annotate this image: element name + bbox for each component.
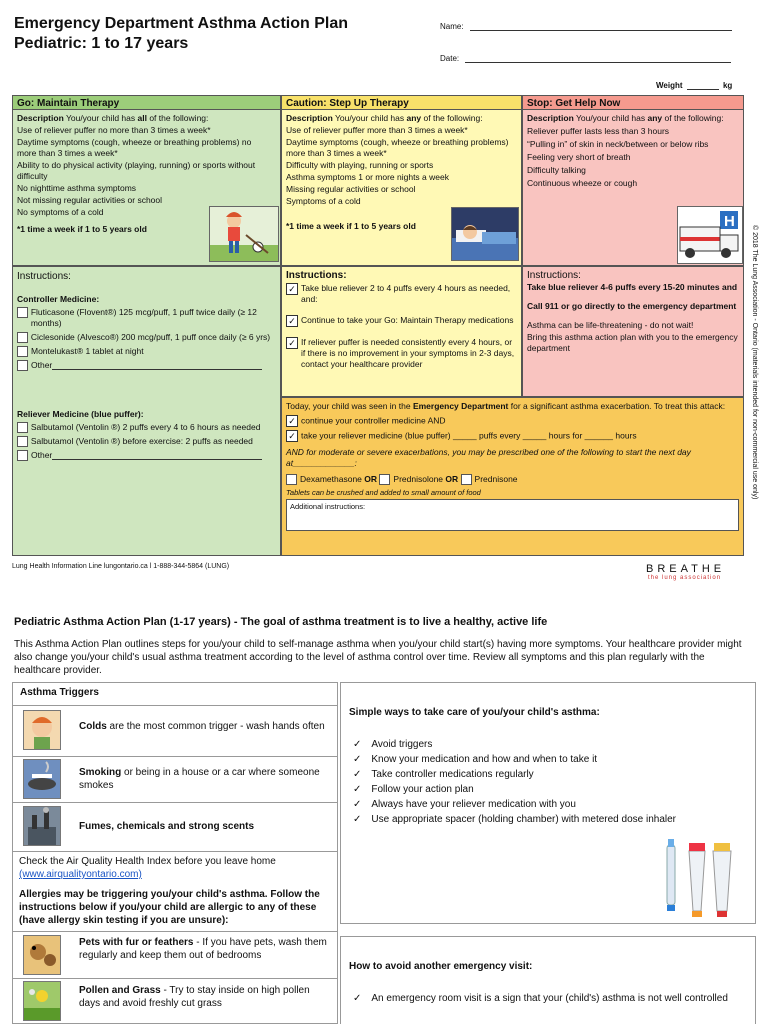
reliever-option[interactable]: Salbutamol (Ventolin ®) 2 puffs every 4 to 6 hours as needed [17,422,276,433]
checkbox[interactable] [379,474,390,485]
caution-heading: Caution: Step Up Therapy [282,96,521,110]
side-copyright: © 2018 The Lung Association - Ontario (materials intended for non-commercial use only) [751,225,758,500]
avoid-emergency-box [340,936,756,1024]
stop-instructions-heading: Instructions: [527,270,581,281]
ed-check-reliever[interactable]: ✓ take your reliever medicine (blue puffer) _____ puffs every _____ hours for ______ hours [286,430,739,442]
caution-item: Use of reliever puffer more than 3 times a week* [286,125,468,135]
page2-title: Pediatric Asthma Action Plan (1-17 years) - The goal of asthma treatment is to live a healthy, active life [14,616,548,628]
go-instructions-panel [12,266,281,556]
allergen-row: Pets with fur or feathers - If you have pets, wash them regularly and keep them out of bedrooms [13,931,337,979]
stop-item: Reliever puffer lasts less than 3 hours [527,126,670,136]
checkbox[interactable] [17,422,28,433]
trigger-row: Colds are the most common trigger - wash hands often [13,705,337,757]
go-item: Use of reliever puffer no more than 3 times a week* [17,125,211,135]
trigger-row: Smoking or being in a house or a car where someone smokes [13,756,337,803]
caution-step[interactable]: ✓ Take blue reliever 2 to 4 puffs every 4 hours as needed, and: [286,283,517,305]
ed-intro: Today, your child was seen in the Emergency Department for a significant asthma exacerbation. To treat this attack: [286,401,726,411]
sick-child-bed-illustration [451,207,519,261]
ambulance-illustration [677,206,743,264]
tablets-note: Tablets can be crushed and added to small amount of food [286,488,481,498]
simple-ways-box [340,682,756,924]
child-playing-illustration [209,206,279,262]
go-instructions-heading: Instructions: [17,271,71,282]
simple-ways-title: Simple ways to take care of you/your child's asthma: [349,707,600,718]
pollen-grass-icon [23,981,61,1021]
caution-footnote: *1 time a week if 1 to 5 years old [286,221,416,231]
caution-item: Symptoms of a cold [286,196,361,206]
list-item: ✓ Follow your action plan [353,782,676,797]
checkbox[interactable] [17,332,28,343]
stop-item: Feeling very short of breath [527,152,631,162]
pet-icon [23,935,61,975]
checkmark-icon[interactable]: ✓ [286,283,298,295]
checkbox[interactable] [17,360,28,371]
caution-item: Missing regular activities or school [286,184,416,194]
allergy-note: Allergies may be triggering you/your child's asthma. Follow the instructions below if you/your child are allergic to any of these (have allergy skin testing if you are unsure): [19,889,320,926]
steroid-options: Dexamethasone OR Prednisolone OR Prednisone [286,474,739,485]
stop-heading: Stop: Get Help Now [523,96,743,110]
checkmark-icon[interactable]: ✓ [286,315,298,327]
smoking-icon [23,759,61,799]
stop-item: “Pulling in” of skin in neck/between or below ribs [527,139,709,149]
caution-instructions-panel [281,266,522,397]
go-footnote: *1 time a week if 1 to 5 years old [17,224,147,234]
checkbox[interactable] [286,474,297,485]
date-field[interactable]: Date: [440,54,731,63]
caution-panel: Caution: Step Up Therapy Description You/your child has any of the following: Use of reliever puffer more than 3 times a week* Daytime symptoms (cough, wheeze or breathing problems) more than 3 times a week* Difficulty with playing, running or sports Asthma symptoms 1 or more nights a week Missing regular activities or school Symptoms of a cold *1 time a week if 1 to 5 years old [281,95,522,266]
stop-instructions-panel: Instructions: Take blue reliever 4-6 puffs every 15-20 minutes and Call 911 or go directly to the emergency department Asthma can be life-threatening - do not wait! Bring this asthma action plan with you to the emergency department [522,266,744,397]
go-item: Not missing regular activities or school [17,195,163,205]
reliever-option[interactable]: Salbutamol (Ventolin ®) before exercise: 2 puffs as needed [17,436,276,447]
name-field[interactable]: Name: [440,22,732,31]
list-item: ✓ Always have your reliever medication with you [353,797,676,812]
checkmark-icon[interactable]: ✓ [286,337,298,349]
triggers-title: Asthma Triggers [20,687,99,698]
simple-ways-list [353,737,676,827]
avoid-emergency-title: How to avoid another emergency visit: [349,961,533,972]
controller-option[interactable]: Ciclesonide (Alvesco®) 200 mcg/puff, 1 puff once daily (≥ 6 yrs) [17,332,276,343]
caution-item: Asthma symptoms 1 or more nights a week [286,172,449,182]
brand-tagline: the lung association [648,575,722,581]
caution-instructions-heading: Instructions: [286,270,347,281]
reliever-option[interactable]: Other [17,450,276,461]
page-title: Emergency Department Asthma Action Plan Pediatric: 1 to 17 years [14,15,349,52]
avoid-emergency-list [353,991,745,1006]
checkbox[interactable] [17,346,28,357]
info-line: Lung Health Information Line lungontario.ca l 1-888-344-5864 (LUNG) [12,563,230,570]
inhaler-spacer-illustration [659,833,739,919]
aqhi-note: Check the Air Quality Health Index before you leave home (www.airqualityontario.com) [19,856,276,880]
triggers-box [12,682,338,1024]
allergen-row: Pollen and Grass - Try to stay inside on high pollen days and avoid freshly cut grass [13,978,337,1024]
controller-option[interactable]: Montelukast® 1 tablet at night [17,346,276,357]
stop-item: Difficulty talking [527,165,586,175]
go-item: No nighttime asthma symptoms [17,183,137,193]
reliever-label: Reliever Medicine (blue puffer): [17,409,144,419]
list-item: ✓ Use appropriate spacer (holding chamber) with metered dose inhaler [353,812,676,827]
list-item: ✓ Know your medication and how and when to take it [353,752,676,767]
additional-instructions-field[interactable]: Additional instructions: [286,499,739,531]
page2-intro: This Asthma Action Plan outlines steps for you/your child to self-manage asthma when you/your child start(s) having more symptoms. Your healthcare provider might also change you/your child's usual asthma treatment according to the level of asthma control over time. Review all symptoms and this plan regularly with the healthcare provider. [14,639,742,676]
controller-option[interactable]: Other [17,360,276,371]
go-item: Daytime symptoms (cough, wheeze or breathing problems) no more than 3 times a week* [17,137,252,158]
caution-item: Daytime symptoms (cough, wheeze or breathing problems) more than 3 times a week* [286,137,509,158]
go-heading: Go: Maintain Therapy [13,96,280,110]
factory-fumes-icon [23,806,61,846]
go-item: No symptoms of a cold [17,207,104,217]
controller-option[interactable]: Fluticasone (Flovent®) 125 mcg/puff, 1 puff twice daily (≥ 12 months) [17,307,276,329]
ed-check-controller[interactable]: ✓ continue your controller medicine AND [286,415,739,427]
aqhi-link[interactable]: (www.airqualityontario.com) [19,869,142,880]
list-item: ✓ Take controller medications regularly [353,767,676,782]
checkmark-icon[interactable]: ✓ [286,415,298,427]
sick-child-icon [23,710,61,750]
controller-label: Controller Medicine: [17,294,100,304]
brand-logo: BREATHE [646,563,726,575]
stop-item: Continuous wheeze or cough [527,178,638,188]
go-item: Ability to do physical activity (playing, running) or sports without difficulty [17,160,256,181]
caution-step[interactable]: ✓ Continue to take your Go: Maintain Therapy medications [286,315,517,327]
emergency-visit-panel [281,397,744,556]
weight-field[interactable]: Weight kg [656,81,733,90]
checkbox[interactable] [17,307,28,318]
checkmark-icon[interactable]: ✓ [286,430,298,442]
stop-panel: Stop: Get Help Now Description You/your child has any of the following: Reliever puffer lasts less than 3 hours “Pulling in” of skin in neck/between or below ribs Feeling very short of breath Difficulty talking Continuous wheeze or cough H [522,95,744,266]
checkbox[interactable] [461,474,472,485]
svg-text:H: H [724,213,735,230]
list-item: ✓ Avoid triggers [353,737,676,752]
go-panel: Go: Maintain Therapy Description You/your child has all of the following: Use of reliever puffer no more than 3 times a week* Daytime symptoms (cough, wheeze or breathing problems) no more than 3 times a week* Ability to do physical activity (playing, running) or sports without difficulty No nighttime asthma symptoms Not missing regular activities or school No symptoms of a cold *1 time a week if 1 to 5 years old [12,95,281,266]
caution-item: Difficulty with playing, running or sports [286,160,434,170]
caution-step[interactable]: ✓ If reliever puffer is needed consistently every 4 hours, or if there is no improvement in your symptoms in 2-3 days, contact your healthcare provider [286,337,517,370]
ed-note: AND for moderate or severe exacerbations, you may be prescribed one of the following to start the next day at_____________: [286,447,691,468]
trigger-row: Fumes, chemicals and strong scents [13,803,337,852]
checkbox[interactable] [17,450,28,461]
list-item: ✓ An emergency room visit is a sign that your (child's) asthma is not well controlled [353,991,745,1006]
checkbox[interactable] [17,436,28,447]
